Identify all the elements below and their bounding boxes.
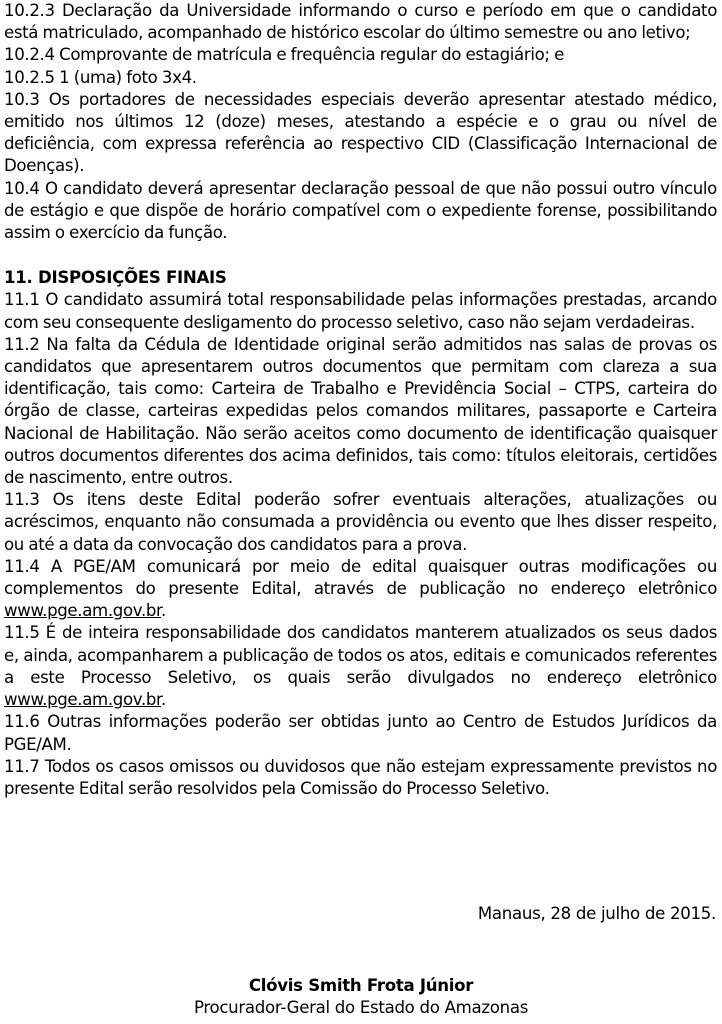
paragraph-11-1: 11.1 O candidato assumirá total responsabilidade pelas informações prestadas, arcando com seu consequente desligamento do processo seletivo, caso não sejam verdadeiras. (4, 290, 717, 332)
paragraph-11-3: 11.3 Os itens deste Edital poderão sofrer eventuais alterações, atualizações ou acréscimos, enquanto não consumada a providência ou evento que lhes disser respeito, ou até a data da convocação dos candidatos para a prova. (4, 490, 717, 554)
paragraph-11-4 (4, 556, 717, 623)
paragraph-10-3: 10.3 Os portadores de necessidades especiais deverão apresentar atestado médico, emitido nos últimos 12 (doze) meses, atestando a espécie e o grau ou nível de deficiência, com expressa referência ao respectivo CID (Classificação Internacional de Doenças). (4, 89, 717, 176)
paragraph-11-6: 11.6 Outras informações poderão ser obtidas junto ao Centro de Estudos Jurídicos da PGE/AM. (4, 712, 717, 754)
section-title: 11. DISPOSIÇÕES FINAIS (4, 268, 227, 288)
paragraph-11-5-text: 11.5 É de inteira responsabilidade dos candidatos manterem atualizados os seus dados e, ainda, acompanharem a publicação de todos os atos, editais e comunicados referentes a este Processo Seletivo, os quais serão divulgados no endereço eletrônico (4, 623, 717, 687)
paragraph-11-2: 11.2 Na falta da Cédula de Identidade original serão admitidos nas salas de provas os candidatos que apresentarem outros documentos que permitam com clareza a sua identificação, tais como: Carteira de Trabalho e Previdência Social – CTPS, carteira do órgão de classe, carteiras expedidas pelos comandos militares, passaporte e Carteira Nacional de Habilitação. Não serão aceitos como documento de identificação quaisquer outros documentos diferentes dos acima definidos, tais como: títulos eleitorais, certidões de nascimento, entre outros. (4, 334, 717, 488)
paragraph-10-2-5: 10.2.5 1 (uma) foto 3x4. (4, 67, 197, 87)
pge-website-link[interactable]: www.pge.am.gov.br (4, 690, 161, 710)
section-spacer (4, 244, 717, 267)
paragraph-10-2-3: 10.2.3 Declaração da Universidade informando o curso e período em que o candidato está matriculado, acompanhado de histórico escolar do último semestre ou ano letivo; (4, 1, 717, 43)
paragraph-10-4: 10.4 O candidato deverá apresentar declaração pessoal de que não possui outro vínculo de estágio e que dispõe de horário compatível com o expediente forense, possibilitando assim o exercício da função. (4, 178, 717, 243)
pge-website-link[interactable]: www.pge.am.gov.br (4, 601, 161, 621)
document-page (4, 0, 717, 800)
paragraph-11-4-text: 11.4 A PGE/AM comunicará por meio de edital quaisquer outras modificações ou complementos do presente Edital, através de publicação no endereço eletrônico (4, 556, 717, 599)
paragraph-11-7: 11.7 Todos os casos omissos ou duvidosos que não estejam expressamente previstos no presente Edital serão resolvidos pela Comissão do Processo Seletivo. (4, 756, 717, 798)
document-date: Manaus, 28 de julho de 2015. (477, 904, 716, 923)
paragraph-11-4-end: . (161, 601, 166, 621)
signer-role: Procurador-Geral do Estado do Amazonas (193, 998, 529, 1017)
signer-name: Clóvis Smith Frota Júnior (248, 976, 474, 995)
paragraph-10-2-4: 10.2.4 Comprovante de matrícula e frequência regular do estagiário; e (4, 45, 564, 65)
paragraph-11-5-end: . (161, 690, 166, 710)
paragraph-11-5 (4, 622, 717, 711)
